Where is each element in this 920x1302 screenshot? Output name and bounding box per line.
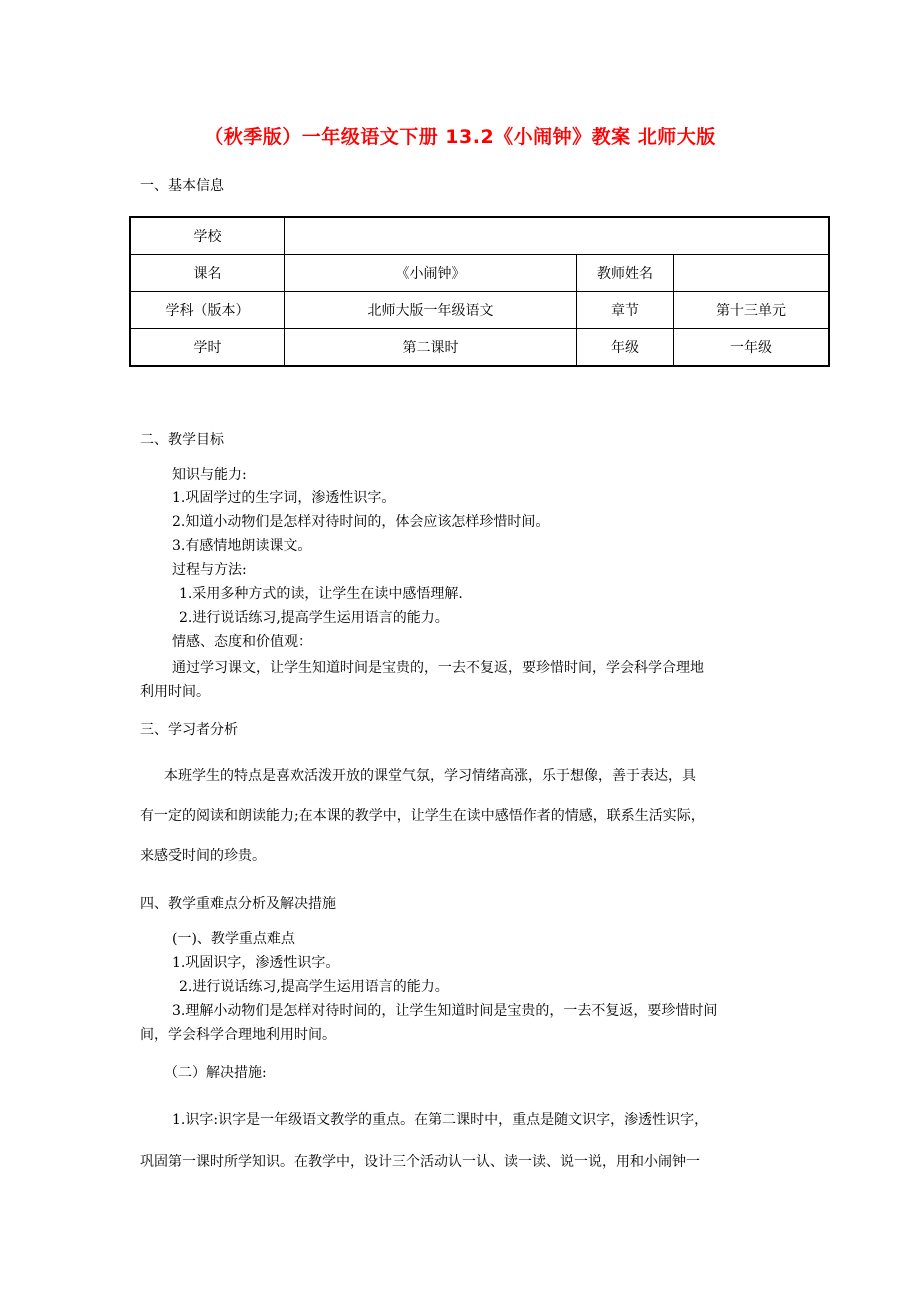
teacher-label: 教师姓名	[577, 255, 674, 292]
learner-analysis-line: 本班学生的特点是喜欢活泼开放的课堂气氛，学习情绪高涨，乐于想像，善于表达，具	[164, 768, 696, 784]
section-heading-key-points: 四、教学重难点分析及解决措施	[140, 896, 336, 912]
grade-value: 一年级	[674, 329, 830, 367]
solutions-line: 1.识字:识字是一年级语文教学的重点。在第二课时中，重点是随文识字，渗透性识字，	[172, 1112, 709, 1128]
period-label: 学时	[130, 329, 285, 367]
emotion-text-line: 通过学习课文，让学生知道时间是宝贵的，一去不复返，要珍惜时间，学会科学合理地	[172, 660, 704, 676]
solutions-subheading: （二）解决措施:	[164, 1065, 267, 1081]
table-row	[130, 292, 829, 329]
school-label: 学校	[130, 217, 285, 255]
process-heading: 过程与方法:	[172, 562, 247, 578]
knowledge-item: 1.巩固学过的生字词，渗透性识字。	[172, 490, 396, 506]
school-value	[285, 217, 830, 255]
teacher-value	[674, 255, 830, 292]
section-heading-objectives: 二、教学目标	[140, 432, 224, 448]
knowledge-item: 2.知道小动物们是怎样对待时间的，体会应该怎样珍惜时间。	[172, 514, 550, 530]
knowledge-item: 3.有感情地朗读课文。	[172, 538, 312, 554]
emotion-text-line: 利用时间。	[140, 684, 210, 700]
subject-value: 北师大版一年级语文	[285, 292, 577, 329]
learner-analysis-line: 来感受时间的珍贵。	[140, 848, 266, 864]
key-point-item: 3.理解小动物们是怎样对待时间的，让学生知道时间是宝贵的，一去不复返，要珍惜时间	[172, 1003, 718, 1019]
key-point-item-continuation: 间，学会科学合理地利用时间。	[140, 1027, 336, 1043]
process-item: 2.进行说话练习,提高学生运用语言的能力。	[179, 610, 449, 626]
key-point-item: 1.巩固识字，渗透性识字。	[172, 955, 340, 971]
course-value: 《小闹钟》	[285, 255, 577, 292]
course-label: 课名	[130, 255, 285, 292]
section-heading-basic-info: 一、基本信息	[140, 178, 224, 194]
solutions-line: 巩固第一课时所学知识。在教学中，设计三个活动认一认、读一读、说一说，用和小闹钟一	[140, 1154, 700, 1170]
subject-label: 学科（版本）	[130, 292, 285, 329]
section-heading-learner-analysis: 三、学习者分析	[140, 722, 238, 738]
key-point-item: 2.进行说话练习,提高学生运用语言的能力。	[179, 979, 449, 995]
key-points-subheading: (一)、教学重点难点	[172, 931, 295, 947]
knowledge-heading: 知识与能力:	[172, 467, 247, 483]
chapter-value: 第十三单元	[674, 292, 830, 329]
table-row	[130, 329, 829, 367]
learner-analysis-line: 有一定的阅读和朗读能力;在本课的教学中，让学生在读中感悟作者的情感，联系生活实际，	[140, 808, 705, 824]
basic-info-table	[129, 216, 830, 367]
chapter-label: 章节	[577, 292, 674, 329]
page-title: （秋季版）一年级语文下册 13.2《小闹钟》教案 北师大版	[204, 126, 716, 148]
emotion-heading: 情感、态度和价值观：	[172, 634, 312, 650]
table-row	[130, 217, 829, 255]
period-value: 第二课时	[285, 329, 577, 367]
table-row	[130, 255, 829, 292]
process-item: 1.采用多种方式的读，让学生在读中感悟理解.	[179, 586, 463, 602]
grade-label: 年级	[577, 329, 674, 367]
